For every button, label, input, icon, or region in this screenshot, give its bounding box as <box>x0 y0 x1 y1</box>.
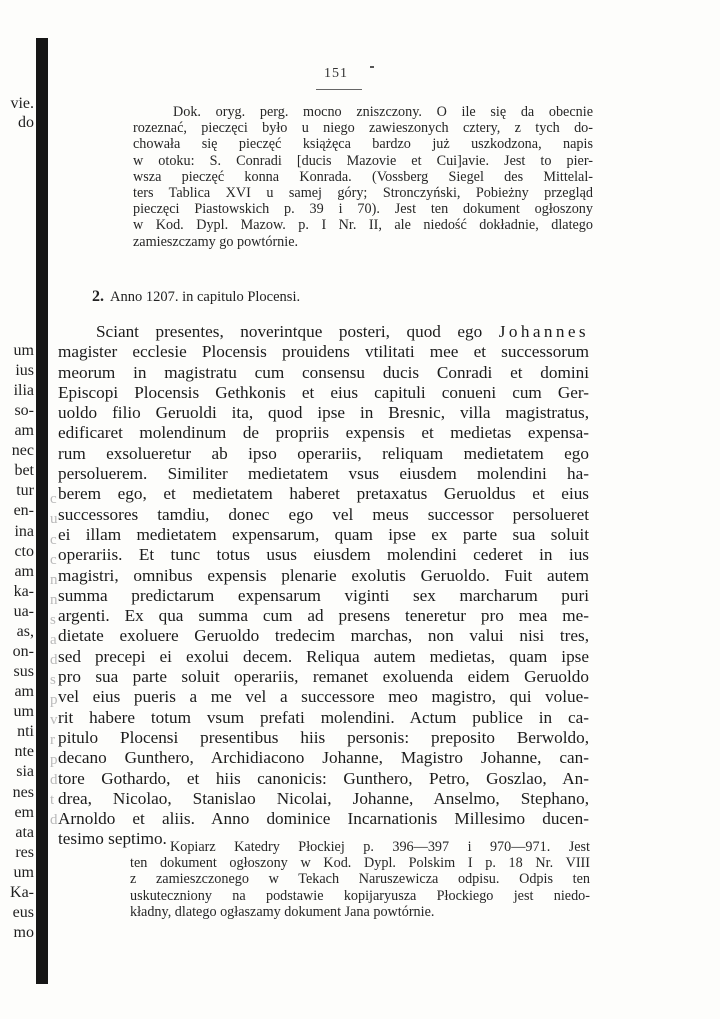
bottom-note-line: Kopiarz Katedry Płockiej p. 396—397 i 970—971. Jest <box>170 839 590 855</box>
top-note-line: Dok. oryg. perg. mocno zniszczony. O ile się da obecnie <box>173 104 593 120</box>
document-body <box>58 322 589 850</box>
margin-fragment: ua- <box>13 603 34 620</box>
top-note-line: pieczęci Piastowskich p. 39 i 70). Jest ten dokument ogłoszony <box>133 201 593 218</box>
bottom-note-line: ten dokument ogłoszony w Kod. Dypl. Polskim I p. 18 Nr. VIII <box>130 855 590 872</box>
body-line: tesimo septimo. <box>58 829 167 849</box>
margin-fragment: bet <box>14 462 34 479</box>
margin-fragment: nti <box>17 723 34 740</box>
margin-fragment: ius <box>15 362 34 379</box>
margin-fragment: um <box>13 342 34 359</box>
margin-fragment: so- <box>14 402 34 419</box>
top-note-line: ters Tablica XVI u samej góry; Stronczyński, Pobieżny przegląd <box>133 185 593 202</box>
margin-fragment: tur <box>16 482 34 499</box>
body-line: successores tamdiu, donec ego vel meus successor persolueret <box>58 504 589 524</box>
bottom-note-line: z zamieszczonego w Tekach Naruszewicza odpisu. Odpis ten <box>130 871 590 888</box>
body-line: operariis. Et tunc totus usus eiusdem molendini cederet in ius <box>58 545 589 565</box>
page-number-rule <box>316 89 362 90</box>
top-note-line: w Kod. Dypl. Mazow. p. I Nr. II, ale niedość dokładnie, dlatego <box>133 217 593 234</box>
margin-fragment: eus <box>12 904 34 921</box>
margin-fragment: res <box>15 844 34 861</box>
margin-fragment: sus <box>13 663 34 680</box>
margin-fragment: am <box>14 683 34 700</box>
body-line: Arnoldo et aliis. Anno dominice Incarnationis Millesimo ducen- <box>58 809 589 829</box>
body-line: magister ecclesie Plocensis prouidens vtilitati mee et successorum <box>58 342 589 362</box>
margin-fragment: ata <box>15 824 34 841</box>
body-line: dietate exoluere Geruoldo tredecim marchas, non valui nisi tres, <box>58 626 589 646</box>
inner-margin-fragment: v <box>50 713 58 728</box>
margin-fragment: nec <box>11 442 34 459</box>
margin-fragment: as, <box>16 623 34 640</box>
top-note-line: w otoku: S. Conradi [ducis Mazovie et Cui]avie. Jest to pier- <box>133 152 593 169</box>
top-note-line: rozeznać, pieczęci było u niego zawieszonych cztery, z tych do- <box>133 120 593 137</box>
margin-fragment: um <box>13 864 34 881</box>
body-line: rit habere totum vsum prefati molendini. Actum publice in ca- <box>58 707 589 727</box>
inner-margin-fragment: p <box>50 693 58 708</box>
body-line: Sciant presentes, noverintque posteri, quod ego Johannes <box>96 322 589 341</box>
inner-margin-fragment: r <box>50 733 55 748</box>
body-line: ei illam medietatem expensarum, quam ipse ex parte sua soluit <box>58 524 589 544</box>
margin-fragment: do <box>18 114 34 131</box>
body-line: uoldo filio Geruoldi ita, quod ipse in Bresnic, villa magistratus, <box>58 403 589 423</box>
margin-fragment: mo <box>13 924 34 941</box>
body-line: tore Gothardo, et hiis canonicis: Gunthero, Petro, Goszlao, An- <box>58 768 589 788</box>
bottom-note-line: kładny, dlatego ogłaszamy dokument Jana powtórnie. <box>130 903 435 920</box>
margin-fragment: cto <box>14 543 34 560</box>
page-mark <box>370 66 374 68</box>
inner-margin-fragment: d <box>50 813 58 828</box>
margin-fragment: ina <box>14 523 34 540</box>
inner-margin-fragment: u <box>50 512 58 527</box>
inner-margin-fragment: a <box>50 633 57 648</box>
body-line: drea, Nicolao, Stanislao Nicolai, Johanne, Anselmo, Stephano, <box>58 788 589 808</box>
body-line: summa predictarum expensarum viginti sex marcharum puri <box>58 585 589 605</box>
body-line: meorum in magistratu cum consensu ducis Conradi et domini <box>58 362 589 382</box>
body-line: edificaret molendinum de propriis expensis et medietas expensa- <box>58 423 589 443</box>
inner-margin-fragment: s <box>50 613 56 628</box>
left-margin-fragments <box>0 0 36 1019</box>
document-number: 2. <box>92 288 104 305</box>
body-line: pro sua parte soluit operariis, remanet exoluenda eidem Geruoldo <box>58 667 589 687</box>
top-note-line: zamieszczamy go powtórnie. <box>133 233 299 250</box>
body-line: decano Gunthero, Archidiacono Johanne, Magistro Johanne, can- <box>58 748 589 768</box>
body-line: vel eius pueris a me vel a successore meo magistro, qui volue- <box>58 687 589 707</box>
body-line: pitulo Plocensi presentibus hiis personis: preposito Berwoldo, <box>58 727 589 747</box>
top-note-line: chowała się pieczęć książęca bardzo już uszkodzona, napis <box>133 136 593 153</box>
margin-fragment: am <box>14 563 34 580</box>
page-number: 151 <box>324 66 348 81</box>
body-line: persoluerem. Similiter medietatem vsus eiusdem molendini ha- <box>58 464 589 484</box>
body-line: sed precepi ei exolui decem. Reliqua autem medietas, quam ipse <box>58 646 589 666</box>
inner-margin-fragment: c <box>50 553 57 568</box>
bottom-note <box>130 839 590 920</box>
top-note-line: wsza pieczęć konna Konrada. (Vossberg Siegel des Mittelal- <box>133 168 593 185</box>
margin-fragment: Ka- <box>10 884 34 901</box>
body-line: argenti. Ex qua summa cum ad presens teneretur pro mea me- <box>58 606 589 626</box>
body-line: Episcopi Plocensis Gethkonis et eius capituli conueni cum Ger- <box>58 382 589 402</box>
margin-fragment: nte <box>14 743 34 760</box>
inner-margin-fragment: n <box>50 593 58 608</box>
body-line: magistri, omnibus expensis plenarie exolutis Geruoldo. Fuit autem <box>58 565 589 585</box>
inner-margin-fragment: s <box>50 673 56 688</box>
gutter-bar <box>36 38 48 984</box>
bottom-note-line: uskuteczniony na podstawie kopijaryusza Płockiego jest niedo- <box>130 887 590 904</box>
margin-fragment: em <box>14 804 34 821</box>
margin-fragment: en- <box>13 502 34 519</box>
margin-fragment: am <box>14 422 34 439</box>
inner-margin-fragment: d <box>50 773 58 788</box>
inner-margin-fragment: p <box>50 753 58 768</box>
inner-margin-fragment: d <box>50 653 58 668</box>
document-heading <box>92 288 300 306</box>
top-note <box>133 104 593 250</box>
margin-fragment: nes <box>12 784 34 801</box>
margin-fragment: um <box>13 703 34 720</box>
margin-fragment: ilia <box>13 382 34 399</box>
body-line: berem ego, et medietatem haberet pretaxatus Geruoldus et eius <box>58 484 589 504</box>
document-date-place: Anno 1207. in capitulo Plocensi. <box>110 289 301 305</box>
body-line: rum exsolueretur ab ipso operariis, reliquam medietatem ego <box>58 443 589 463</box>
margin-fragment: on- <box>12 643 34 660</box>
inner-margin-fragment: n <box>50 573 58 588</box>
margin-fragment: vie. <box>10 95 34 112</box>
inner-margin-fragment: t <box>50 793 55 808</box>
inner-margin-fragment: c <box>50 533 57 548</box>
inner-margin-fragment: c <box>50 492 57 507</box>
margin-fragment: sia <box>16 763 34 780</box>
margin-fragment: ka- <box>13 583 34 600</box>
